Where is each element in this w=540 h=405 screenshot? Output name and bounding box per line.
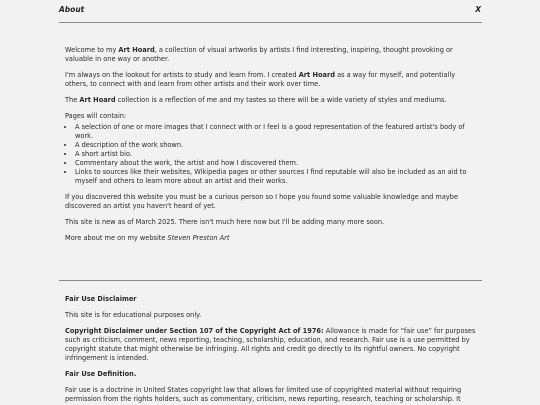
intro-paragraph-6 bbox=[65, 234, 480, 243]
copyright-title: Copyright Disclaimer under Section 107 of the Copyright Act of 1976: bbox=[65, 327, 324, 335]
list-item: • Links to sources like their websites, Wikipedia pages or other sources I find reputable will also be included as an aid to myself and others to learn more about an artist and their works. bbox=[75, 168, 480, 186]
pages-heading: Pages will contain: bbox=[65, 112, 127, 120]
definition-heading bbox=[65, 370, 480, 379]
definition-text: Fair use is a doctrine in United States copyright law that allows for limited use of copyrighted material without requiring permission from the rights holders, such as commentary, criticism, news reporting, research, teaching or scholarship. It bbox=[65, 386, 462, 403]
website-link[interactable]: Steven Preston Art bbox=[167, 234, 230, 242]
close-button[interactable]: X bbox=[475, 5, 481, 14]
text: More about me on my website bbox=[65, 234, 168, 242]
fair-use-heading bbox=[65, 295, 480, 304]
heading-text: Fair Use Definition. bbox=[65, 370, 137, 378]
text: , a collection of visual artworks by artists I find interesting, inspiring, thought provoking or valuable in one way or another. bbox=[65, 46, 453, 63]
text: as a way for myself, and potentially others, to connect with and learn from other artists and their work over time. bbox=[65, 71, 456, 88]
text: collection is a reflection of me and my tastes so there will be a wide variety of styles and mediums. bbox=[115, 96, 447, 104]
page-title: About bbox=[59, 5, 85, 14]
fair-use-section bbox=[65, 295, 480, 404]
text: Welcome to my bbox=[65, 46, 119, 54]
divider bbox=[59, 280, 482, 281]
header-bar bbox=[59, 0, 482, 23]
list-item: • A description of the work shown. bbox=[75, 141, 480, 150]
text: I'm always on the lookout for artists to study and learn from. I created bbox=[65, 71, 299, 79]
pages-list bbox=[65, 123, 480, 186]
intro-paragraph-3 bbox=[65, 96, 480, 105]
list-item: • A selection of one or more images that I connect with or I feel is a good representation of the featured artist's body of work. bbox=[75, 123, 480, 141]
brand-name: Art Hoard bbox=[118, 46, 155, 54]
about-content bbox=[65, 46, 480, 243]
text: Allowance is made for “fair use” for purposes such as criticism, comment, news reporting, teaching, scholarship, education, and research. Fair use is a use permitted by copyright statute that might otherwise be infringing. All rights and credit go directly to its rightful owners. No copyright infringement is intended. bbox=[65, 327, 476, 362]
copyright-disclaimer bbox=[65, 327, 480, 363]
text: The bbox=[65, 96, 80, 104]
intro-paragraph-2 bbox=[65, 71, 480, 89]
intro-paragraph-5: This site is new as of March 2025. There isn't much here now but I'll be adding many more soon. bbox=[65, 218, 385, 226]
heading-text: Fair Use Disclaimer bbox=[65, 295, 137, 303]
list-item: • Commentary about the work, the artist and how I discovered them. bbox=[75, 159, 480, 168]
brand-name: Art Hoard bbox=[79, 96, 116, 104]
list-item: • A short artist bio. bbox=[75, 150, 480, 159]
educational-note: This site is for educational purposes only. bbox=[65, 311, 202, 319]
intro-paragraph-1 bbox=[65, 46, 480, 64]
brand-name: Art Hoard bbox=[298, 71, 335, 79]
intro-paragraph-4: If you discovered this website you must be a curious person so I hope you found some valuable knowledge and maybe discovered an artist you haven't heard of yet. bbox=[65, 193, 459, 210]
